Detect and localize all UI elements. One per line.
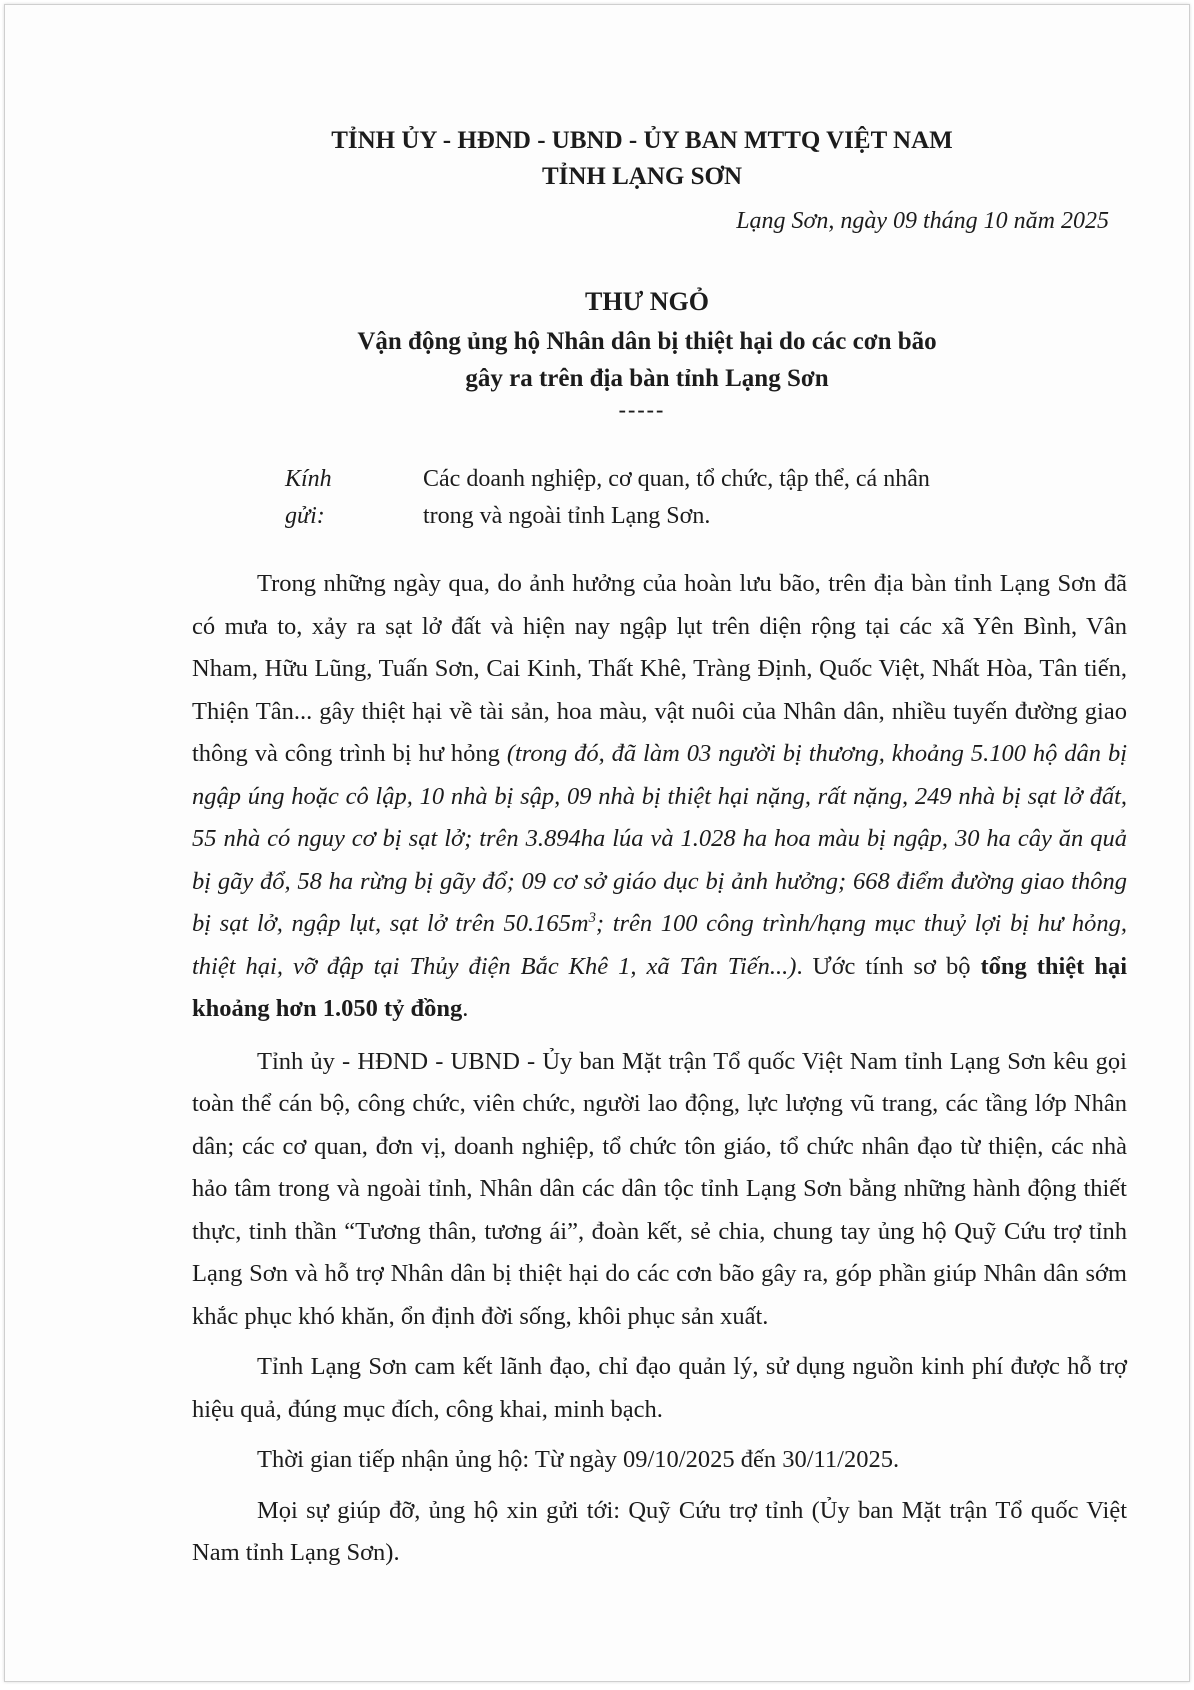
letter-body <box>192 563 1127 1583</box>
greeting-recipients <box>423 461 1083 535</box>
estimate-text: . Ước tính sơ bộ <box>796 952 981 980</box>
damage-intro: Trong những ngày qua, do ảnh hưởng của hoàn lưu bão, trên địa bàn tỉnh Lạng Sơn đã có mưa to, xảy ra sạt lở đất và hiện nay ngập lụt trên diện rộng tại các xã Yên Bình, Vân Nham, Hữu Lũng, Tuấn Sơn, Cai Kinh, Thất Khê, Tràng Định, Quốc Việt, Nhất Hòa, Tân tiến, Thiện Tân... gây thiệt hại về tài sản, hoa màu, vật nuôi của Nhân dân, nhiều tuyến đường giao thông và công trình bị hư hỏng <box>192 570 1127 767</box>
subtitle-line-2: gây ra trên địa bàn tỉnh Lạng Sơn <box>465 365 829 392</box>
recipients-line-2: trong và ngoài tỉnh Lạng Sơn. <box>423 503 711 529</box>
total-damage: tổng thiệt hại khoảng hơn 1.050 tỷ đồng <box>192 952 1128 1022</box>
recipients-line-1: Các doanh nghiệp, cơ quan, tổ chức, tập thể, cá nhân <box>423 466 930 492</box>
issuer-line-1: TỈNH ỦY - HĐND - UBND - ỦY BAN MTTQ VIỆT NAM <box>331 127 953 154</box>
subtitle-line-1: Vận động ủng hộ Nhân dân bị thiệt hại do các cơn bão <box>357 328 937 355</box>
document-title: THƯ NGỎ <box>585 287 709 316</box>
document-page <box>4 4 1190 1682</box>
paragraph-end: . <box>462 995 469 1022</box>
paragraph-timeframe: Thời gian tiếp nhận ủng hộ: Từ ngày 09/10/2025 đến 30/11/2025. <box>257 1446 900 1473</box>
title-divider: ----- <box>618 397 666 422</box>
paragraph-recipient-fund: Mọi sự giúp đỡ, ủng hộ xin gửi tới: Quỹ Cứu trợ tỉnh (Ủy ban Mặt trận Tổ quốc Việt Nam tỉnh Lạng Sơn). <box>192 1496 1127 1566</box>
damage-details-b: ; trên 100 công trình/hạng mục thuỷ lợi bị hư hỏng, thiệt hại, vỡ đập tại Thủy điện Bắc Khê 1, xã Tân Tiến...) <box>192 910 1128 980</box>
cubic-superscript: 3 <box>588 909 596 926</box>
damage-details-a: (trong đó, đã làm 03 người bị thương, khoảng 5.100 hộ dân bị ngập úng hoặc cô lập, 10 nhà bị sập, 09 nhà bị thiệt hại nặng, rất nặng, 249 nhà bị sạt lở đất, 55 nhà có nguy cơ bị sạt lở; trên 3.894ha lúa và 1.028 ha hoa màu bị ngập, 30 ha cây ăn quả bị gãy đổ, 58 ha rừng bị gãy đổ; 09 cơ sở giáo dục bị ảnh hưởng; 668 điểm đường giao thông bị sạt lở, ngập lụt, sạt lở trên 50.165m <box>192 740 1127 937</box>
paragraph-damage-report <box>192 563 1127 1031</box>
issuer-line-2: TỈNH LẠNG SƠN <box>541 163 743 190</box>
greeting-label: Kính gửi: <box>285 466 332 529</box>
document-date: Lạng Sơn, ngày 09 tháng 10 năm 2025 <box>736 208 1109 234</box>
document-subtitle <box>5 323 1189 397</box>
issuer-header <box>5 123 1189 195</box>
paragraph-appeal: Tỉnh ủy - HĐND - UBND - Ủy ban Mặt trận Tổ quốc Việt Nam tỉnh Lạng Sơn kêu gọi toàn thể cán bộ, công chức, viên chức, người lao động, lực lượng vũ trang, các tầng lớp Nhân dân; các cơ quan, đơn vị, doanh nghiệp, tổ chức tôn giáo, tổ chức nhân đạo từ thiện, các nhà hảo tâm trong và ngoài tỉnh, Nhân dân các dân tộc tỉnh Lạng Sơn bằng những hành động thiết thực, tinh thần “Tương thân, tương ái”, đoàn kết, sẻ chia, chung tay ủng hộ Quỹ Cứu trợ tỉnh Lạng Sơn và hỗ trợ Nhân dân bị thiệt hại do các cơn bão gây ra, góp phần giúp Nhân dân sớm khắc phục khó khăn, ổn định đời sống, khôi phục sản xuất. <box>192 1047 1127 1330</box>
paragraph-commitment: Tỉnh Lạng Sơn cam kết lãnh đạo, chỉ đạo quản lý, sử dụng nguồn kinh phí được hỗ trợ hiệu quả, đúng mục đích, công khai, minh bạch. <box>192 1353 1127 1423</box>
